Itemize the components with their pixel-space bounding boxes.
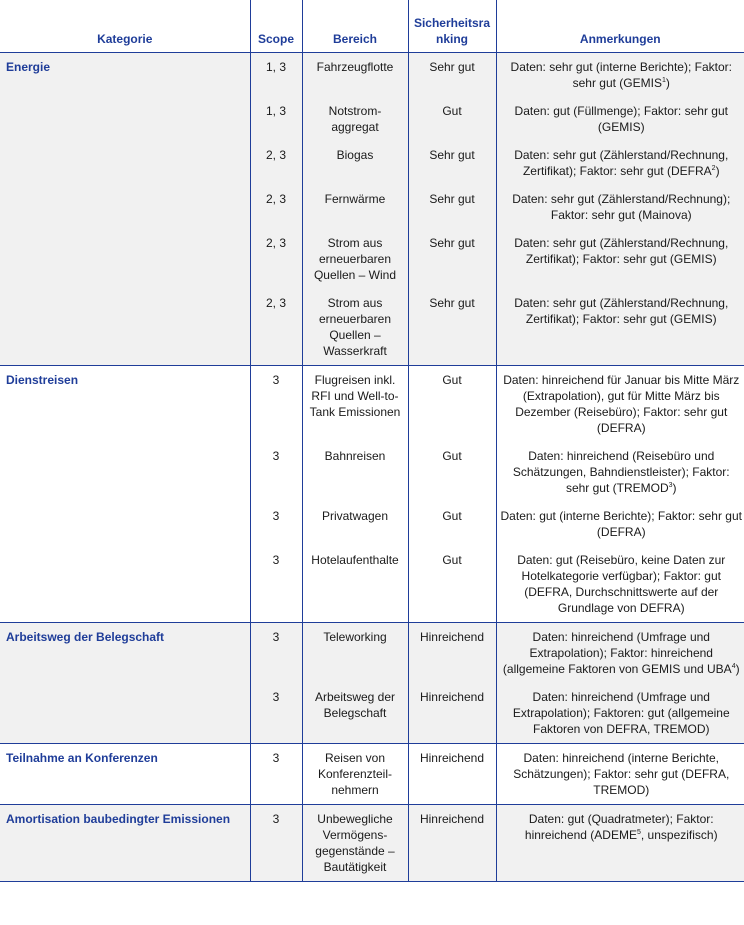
note-cell (496, 442, 744, 502)
rating-cell: Sehr gut (408, 289, 496, 366)
rating-cell: Sehr gut (408, 141, 496, 185)
table-header-row (0, 0, 744, 53)
category-cell: Amortisation baubedingter Emissionen (0, 805, 250, 882)
category-cell (0, 185, 250, 229)
note-text: Daten: hinreichend (Umfrage und Extrapolation); Faktoren: gut (allgemeine Faktoren von DEFRA, TREMOD) (512, 690, 730, 736)
category-group (0, 53, 744, 366)
footnote-marker: 3 (668, 482, 673, 489)
area-cell: Unbewegliche Vermögens-gegenstände – Bautätigkeit (302, 805, 408, 882)
area-cell: Fahrzeugflotte (302, 53, 408, 98)
category-cell (0, 442, 250, 502)
note-cell (496, 229, 744, 289)
note-cell (496, 683, 744, 744)
note-cell (496, 97, 744, 141)
note-text: Daten: sehr gut (Zählerstand/Rechnung); Faktor: sehr gut (Mainova) (512, 192, 731, 222)
scope-cell: 3 (250, 502, 302, 546)
category-cell (0, 141, 250, 185)
note-cell (496, 53, 744, 98)
footnote-marker: 4 (731, 663, 736, 670)
rating-cell: Hinreichend (408, 805, 496, 882)
category-cell (0, 229, 250, 289)
area-cell: Flugreisen inkl. RFI und Well-to-Tank Emissionen (302, 366, 408, 443)
area-cell: Privatwagen (302, 502, 408, 546)
scope-cell: 3 (250, 623, 302, 684)
footnote-marker: 5 (636, 829, 641, 836)
scope-cell: 3 (250, 366, 302, 443)
table-row (0, 289, 744, 366)
note-text: Daten: gut (Reisebüro, keine Daten zur Hotelkategorie verfügbar); Faktor: gut (DEFRA, Durchschnittswerte auf der Grundlage von DEFRA) (517, 553, 726, 615)
note-cell (496, 805, 744, 882)
category-cell: Dienstreisen (0, 366, 250, 443)
note-text: Daten: gut (Quadratmeter); Faktor: hinreichend (ADEME (524, 812, 714, 842)
rating-cell: Hinreichend (408, 683, 496, 744)
rating-cell: Sehr gut (408, 229, 496, 289)
table-row (0, 546, 744, 623)
table-row (0, 53, 744, 98)
table-row (0, 141, 744, 185)
note-text: Daten: sehr gut (Zählerstand/Rechnung, Zertifikat); Faktor: sehr gut (GEMIS) (514, 296, 729, 326)
header-kategorie: Kategorie (0, 0, 250, 53)
scope-cell: 3 (250, 442, 302, 502)
note-text: Daten: sehr gut (Zählerstand/Rechnung, Zertifikat); Faktor: sehr gut (DEFRA (514, 148, 729, 178)
rating-cell: Gut (408, 502, 496, 546)
category-group (0, 805, 744, 882)
note-cell (496, 502, 744, 546)
category-cell: Arbeitsweg der Belegschaft (0, 623, 250, 684)
scope-cell: 2, 3 (250, 141, 302, 185)
rating-cell: Gut (408, 442, 496, 502)
category-cell (0, 683, 250, 744)
scope-cell: 1, 3 (250, 53, 302, 98)
area-cell: Strom aus erneuerbaren Quellen – Wind (302, 229, 408, 289)
table-row (0, 623, 744, 684)
table-row (0, 683, 744, 744)
note-cell (496, 623, 744, 684)
note-text: Daten: hinreichend (interne Berichte, Schätzungen); Faktor: sehr gut (DEFRA, TREMOD) (513, 751, 730, 797)
table-row (0, 502, 744, 546)
note-tail: ) (672, 481, 677, 495)
note-text: Daten: hinreichend für Januar bis Mitte März (Extrapolation), gut für Mitte März bis Dezember (Reisebüro); Faktor: sehr gut (DEFRA) (503, 373, 740, 435)
note-tail: ) (665, 76, 670, 90)
area-cell: Bahnreisen (302, 442, 408, 502)
header-sicherheitsranking: Sicherheitsranking (408, 0, 496, 53)
category-group (0, 744, 744, 805)
note-cell (496, 546, 744, 623)
rating-cell: Gut (408, 97, 496, 141)
note-text: Daten: sehr gut (interne Berichte); Faktor: sehr gut (GEMIS (510, 60, 732, 90)
scope-cell: 2, 3 (250, 229, 302, 289)
header-scope: Scope (250, 0, 302, 53)
category-cell (0, 546, 250, 623)
table-row (0, 442, 744, 502)
note-cell (496, 366, 744, 443)
category-cell: Teilnahme an Konferenzen (0, 744, 250, 805)
area-cell: Fernwärme (302, 185, 408, 229)
rating-cell: Sehr gut (408, 185, 496, 229)
rating-cell: Gut (408, 366, 496, 443)
scope-cell: 2, 3 (250, 185, 302, 229)
table-row (0, 97, 744, 141)
table-row (0, 805, 744, 882)
rating-cell: Hinreichend (408, 744, 496, 805)
note-text: Daten: sehr gut (Zählerstand/Rechnung, Zertifikat); Faktor: sehr gut (GEMIS) (514, 236, 729, 266)
scope-cell: 2, 3 (250, 289, 302, 366)
note-text: Daten: hinreichend (Umfrage und Extrapolation); Faktor: hinreichend (allgemeine Faktoren von GEMIS und UBA (502, 630, 732, 676)
category-group (0, 623, 744, 744)
note-cell (496, 185, 744, 229)
note-text: Daten: gut (interne Berichte); Faktor: sehr gut (DEFRA) (500, 509, 742, 539)
scope-cell: 3 (250, 805, 302, 882)
area-cell: Notstrom-aggregat (302, 97, 408, 141)
note-cell (496, 744, 744, 805)
area-cell: Arbeitsweg der Belegschaft (302, 683, 408, 744)
rating-cell: Sehr gut (408, 53, 496, 98)
note-tail: ) (715, 164, 720, 178)
note-tail: ) (735, 662, 740, 676)
header-anmerkungen: Anmerkungen (496, 0, 744, 53)
scope-cell: 1, 3 (250, 97, 302, 141)
table-row (0, 366, 744, 443)
area-cell: Hotelaufenthalte (302, 546, 408, 623)
note-tail: , unspezifisch) (640, 828, 718, 842)
area-cell: Biogas (302, 141, 408, 185)
area-cell: Reisen von Konferenzteil-nehmern (302, 744, 408, 805)
note-cell (496, 141, 744, 185)
category-cell (0, 97, 250, 141)
footnote-marker: 1 (661, 77, 666, 84)
scope-cell: 3 (250, 683, 302, 744)
scope-cell: 3 (250, 546, 302, 623)
rating-cell: Gut (408, 546, 496, 623)
footnote-marker: 2 (711, 165, 716, 172)
note-cell (496, 289, 744, 366)
table-row (0, 229, 744, 289)
table-row (0, 185, 744, 229)
table-row (0, 744, 744, 805)
note-text: Daten: hinreichend (Reisebüro und Schätzungen, Bahndienstleister); Faktor: sehr gut (TREMOD (512, 449, 730, 495)
scope-cell: 3 (250, 744, 302, 805)
category-group (0, 366, 744, 623)
category-cell (0, 502, 250, 546)
category-cell (0, 289, 250, 366)
header-bereich: Bereich (302, 0, 408, 53)
category-cell: Energie (0, 53, 250, 98)
rating-cell: Hinreichend (408, 623, 496, 684)
area-cell: Teleworking (302, 623, 408, 684)
note-text: Daten: gut (Füllmenge); Faktor: sehr gut (GEMIS) (514, 104, 728, 134)
area-cell: Strom aus erneuerbaren Quellen – Wasserkraft (302, 289, 408, 366)
